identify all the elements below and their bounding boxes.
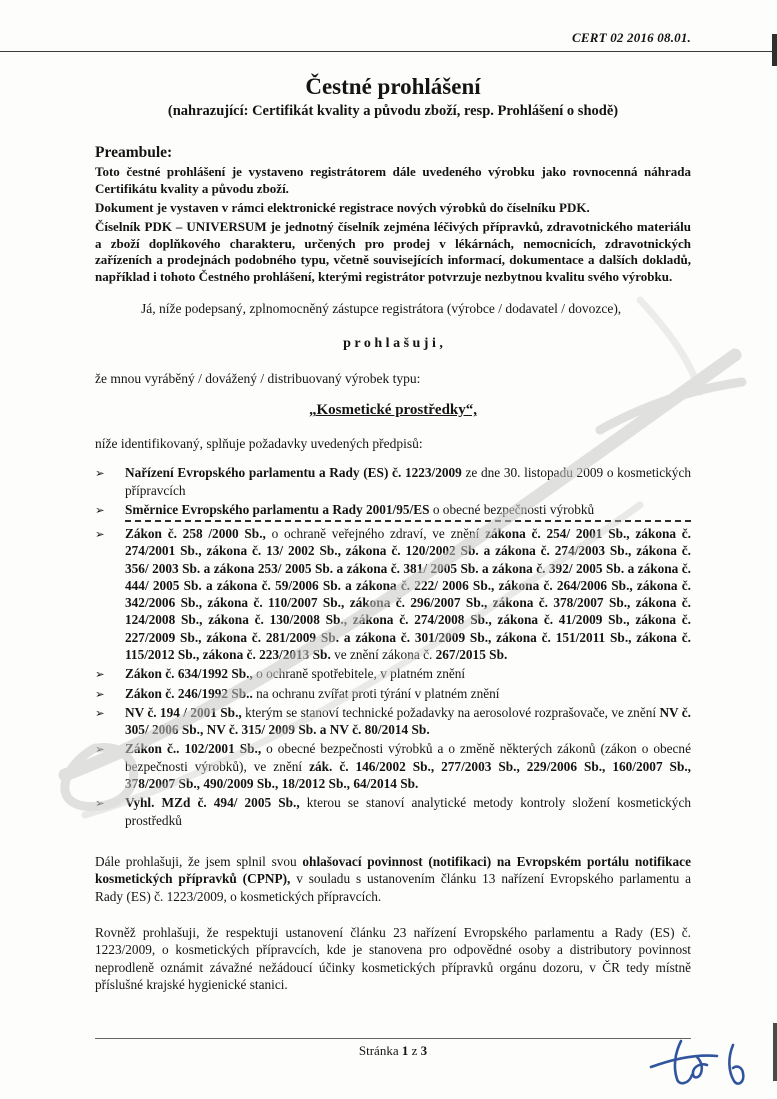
- scan-artifact-bottom: [773, 1023, 777, 1081]
- page-number: Stránka 1 z 3: [358, 1043, 428, 1058]
- regulation-item: [95, 794, 691, 829]
- compliance-intro: níže identifikovaný, splňuje požadavky uvedených předpisů:: [95, 436, 423, 452]
- regulation-text: Zákon č. 258 /2000 Sb., o ochraně veřejného zdraví, ve znění zákona č. 254/ 2001 Sb., zákona č. 274/2001 Sb., zákona č. 13/ 2002 Sb., zákona č. 120/2002 Sb. a zákona č. 274/2003 Sb., zákona č. 356/ 2003 Sb. a zákona 253/ 2005 Sb. a zákona č. 381/ 2005 Sb. a zákona č. 392/ 2005 Sb. a zákona č. 444/ 2005 Sb. a zákona č. 59/2006 Sb. a zákona č. 222/ 2006 Sb., zákona č. 264/2006 Sb., zákona č. 342/2006 Sb., zákona č. 110/2007 Sb., zákona č. 296/2007 Sb., zákona č. 378/2007 Sb., zákona č. 124/2008 Sb., zákona č. 130/2008 Sb., zákona č. 274/2008 Sb., zákona č. 41/2009 Sb., zákona č. 227/2009 Sb., zákona č. 281/2009 Sb. a zákona č. 301/2009 Sb., zákona č. 151/2011 Sb., zákona č. 115/2012 Sb., zákona č. 223/2013 Sb. ve znění zákona č. 267/2015 Sb.: [125, 526, 691, 663]
- regulation-item: [95, 704, 691, 739]
- arrow-bullet-icon: ➢: [95, 667, 105, 682]
- arrow-bullet-icon: ➢: [95, 686, 105, 701]
- product-type: „Kosmetické prostředky“,: [308, 402, 478, 419]
- preamble-paragraph-3: Číselník PDK – UNIVERSUM je jednotný číselník zejména léčivých přípravků, zdravotnického materiálu a zboží doplňkového charakteru, určených pro prodej v lékárnách, nemocnicích, zdravotnických zařízeních a prodejnách podobného typu, včetně souvisejících informací, dokumentace a dalších dokladů, například i tohoto Čestného prohlášení, kterými registrátor potvrzuje nezbytnou kvalitu svého výrobku.: [95, 218, 691, 285]
- vigilance-paragraph: Rovněž prohlašuji, že respektuji ustanovení článku 23 nařízení Evropského parlamentu a Rady (ES) č. 1223/2009, o kosmetických přípravcích, kde je stanovena pro odpovědné osoby a distributory povinnost neprodleně oznámit závažné nežádoucí účinky kosmetických přípravků orgánu dozoru, v ČR tedy místně příslušné krajské hygienické stanici.: [95, 924, 691, 993]
- regulation-text: Směrnice Evropského parlamentu a Rady 2001/95/ES o obecné bezpečnosti výrobků: [125, 501, 595, 517]
- regulation-item: [95, 740, 691, 792]
- preamble-heading: Preambule:: [95, 144, 173, 161]
- regulation-text: Zákon č.. 102/2001 Sb., o obecné bezpečnosti výrobků a o změně některých zákonů (zákon o obecné bezpečnosti výrobků), ve znění zák. č. 146/2002 Sb., 277/2003 Sb., 229/2006 Sb., 160/2007 Sb., 378/2007 Sb., 490/2009 Sb., 18/2012 Sb., 64/2014 Sb.: [125, 741, 691, 792]
- regulation-item: [95, 464, 691, 499]
- preamble-paragraph-1: Toto čestné prohlášení je vystaveno registrátorem dále uvedeného výrobku jako rovnocenná náhrada Certifikátu kvality a původu zboží.: [95, 164, 691, 196]
- preamble-paragraph-2: Dokument je vystaven v rámci elektronické registrace nových výrobků do číselníku PDK.: [95, 199, 590, 215]
- arrow-bullet-icon: ➢: [95, 502, 105, 517]
- handwritten-signature: [645, 1033, 765, 1095]
- arrow-bullet-icon: ➢: [95, 796, 105, 811]
- regulation-text: NV č. 194 / 2001 Sb., kterým se stanoví technické požadavky na aerosolové rozprašovače, ve znění NV č. 305/ 2006 Sb., NV č. 315/ 2009 Sb. a NV č. 80/2014 Sb.: [125, 704, 691, 738]
- header-rule: [0, 51, 777, 52]
- regulation-item: [95, 665, 691, 682]
- regulation-item: [95, 685, 691, 702]
- regulations-list: [95, 464, 691, 829]
- regulation-item: [95, 525, 691, 663]
- arrow-bullet-icon: ➢: [95, 742, 105, 757]
- declarant-intro: Já, níže podepsaný, zplnomocněný zástupce registrátora (výrobce / dodavatel / dovozce),: [141, 301, 622, 317]
- dashed-divider: [125, 520, 691, 522]
- page-footer: [95, 1038, 691, 1059]
- scan-artifact-top: [772, 34, 777, 66]
- arrow-bullet-icon: ➢: [95, 466, 105, 481]
- arrow-bullet-icon: ➢: [95, 705, 105, 720]
- arrow-bullet-icon: ➢: [95, 527, 105, 542]
- product-intro: že mnou vyráběný / dovážený / distribuovaný výrobek typu:: [95, 371, 421, 387]
- declaration-verb: p r o h l a š u j i ,: [343, 336, 443, 352]
- regulation-item: [95, 501, 691, 518]
- document-title: Čestné prohlášení: [305, 74, 481, 99]
- regulation-text: Zákon č. 246/1992 Sb.. na ochranu zvířat proti týrání v platném znění: [125, 685, 500, 701]
- doc-code: CERT 02 2016 08.01.: [571, 30, 691, 45]
- notification-paragraph: Dále prohlašuji, že jsem splnil svou ohlašovací povinnost (notifikaci) na Evropském portálu notifikace kosmetických přípravků (CPNP), v souladu s ustanovením článku 13 nařízení Evropského parlamentu a Rady (ES) č. 1223/2009, o kosmetických přípravcích.: [95, 853, 692, 904]
- regulation-text: Vyhl. MZd č. 494/ 2005 Sb., kterou se stanoví analytické metody kontroly složení kosmetických prostředků: [125, 795, 691, 828]
- regulation-text: Zákon č. 634/1992 Sb., o ochraně spotřebitele, v platném znění: [125, 666, 466, 682]
- regulation-text: Nařízení Evropského parlamentu a Rady (ES) č. 1223/2009 ze dne 30. listopadu 2009 o kosmetických přípravcích: [125, 465, 691, 498]
- document-subtitle: (nahrazující: Certifikát kvality a původu zboží, resp. Prohlášení o shodě): [167, 103, 619, 119]
